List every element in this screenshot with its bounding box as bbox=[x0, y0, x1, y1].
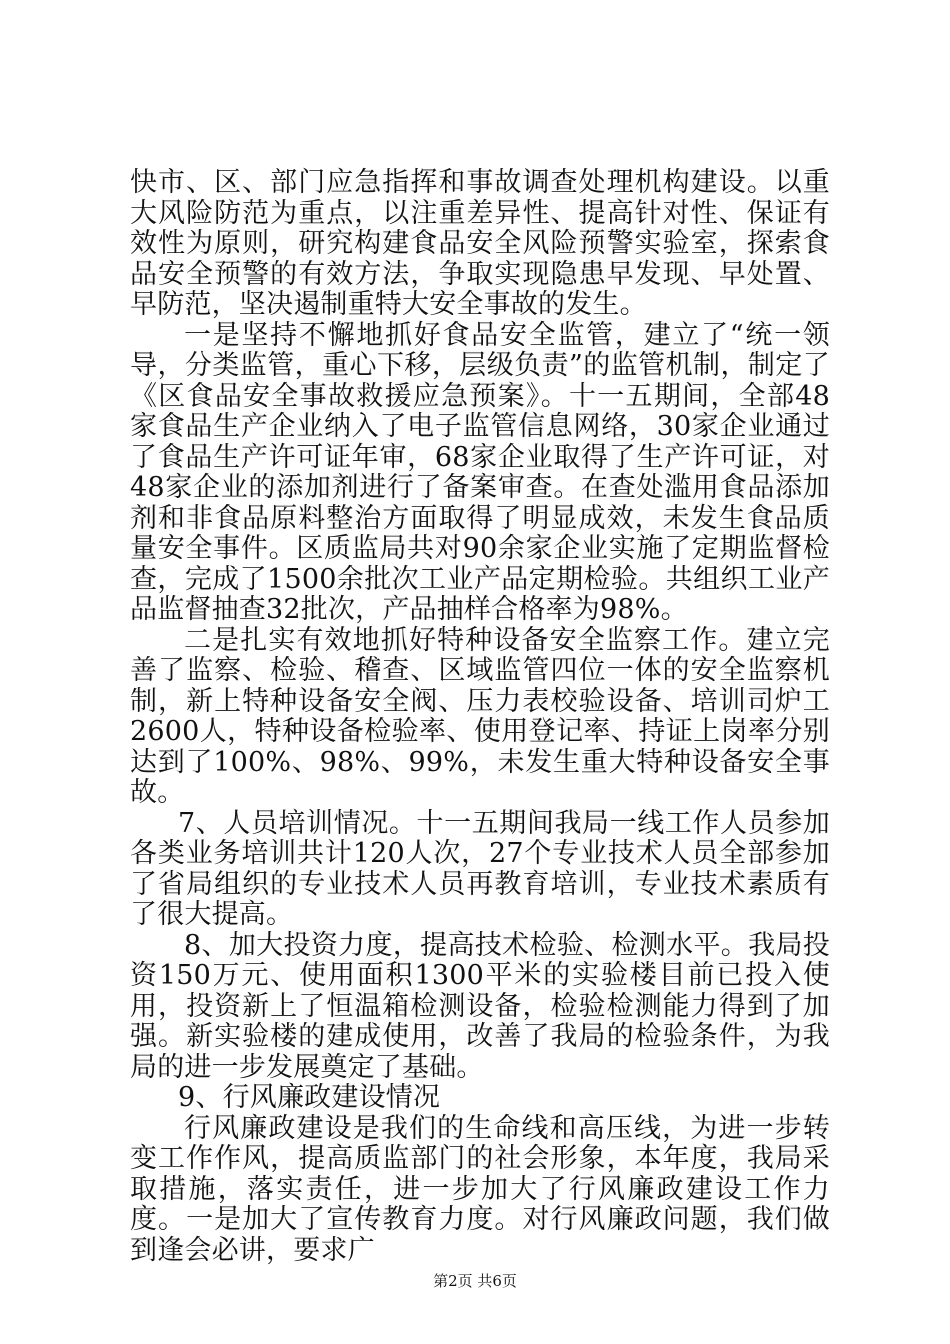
paragraph-continuation: 快市、区、部门应急指挥和事故调查处理机构建设。以重大风险防范为重点，以注重差异性、提高针对性、保证有效性为原则，研究构建食品安全风险预警实验室，探索食品安全预警的有效方法，争取实现隐患早发现、早处置、早防范，坚决遏制重特大安全事故的发生。 bbox=[130, 167, 830, 320]
paragraph-staff-training: 7、人员培训情况。十一五期间我局一线工作人员参加各类业务培训共计120人次，27个专业技术人员全部参加了省局组织的专业技术人员再教育培训，专业技术素质有了很大提高。 bbox=[130, 807, 830, 930]
paragraph-special-equipment: 二是扎实有效地抓好特种设备安全监察工作。建立完善了监察、检验、稽查、区域监管四位一体的安全监察机制，新上特种设备安全阀、压力表校验设备、培训司炉工2600人，特种设备检验率、使用登记率、持证上岗率分别达到了100%、98%、99%，未发生重大特种设备安全事故。 bbox=[130, 624, 830, 808]
page-number: 第2页 共6页 bbox=[433, 1272, 517, 1290]
paragraph-food-safety: 一是坚持不懈地抓好食品安全监管，建立了“统一领导，分类监管，重心下移，层级负责”的监管机制，制定了《区食品安全事故救援应急预案》。十一五期间，全部48家食品生产企业纳入了电子监管信息网络，30家企业通过了食品生产许可证年审，68家企业取得了生产许可证，对48家企业的添加剂进行了备案审查。在查处滥用食品添加剂和非食品原料整治方面取得了明显成效，未发生食品质量安全事件。区质监局共对90余家企业实施了定期监督检查，完成了1500余批次工业产品定期检验。共组织工业产品监督抽查32批次，产品抽样合格率为98%。 bbox=[130, 319, 830, 625]
paragraph-investment: 8、加大投资力度，提高技术检验、检测水平。我局投资150万元、使用面积1300平米的实验楼目前已投入使用，投资新上了恒温箱检测设备，检验检测能力得到了加强。新实验楼的建成使用，改善了我局的检验条件，为我局的进一步发展奠定了基础。 bbox=[130, 929, 830, 1083]
paragraph-integrity: 行风廉政建设是我们的生命线和高压线，为进一步转变工作作风，提高质监部门的社会形象，本年度，我局采取措施，落实责任，进一步加大了行风廉政建设工作力度。一是加大了宣传教育力度。对行风廉政问题，我们做到逢会必讲，要求广 bbox=[130, 1112, 830, 1266]
document-body bbox=[130, 168, 830, 1266]
section-heading-integrity: 9、行风廉政建设情况 bbox=[178, 1082, 441, 1113]
